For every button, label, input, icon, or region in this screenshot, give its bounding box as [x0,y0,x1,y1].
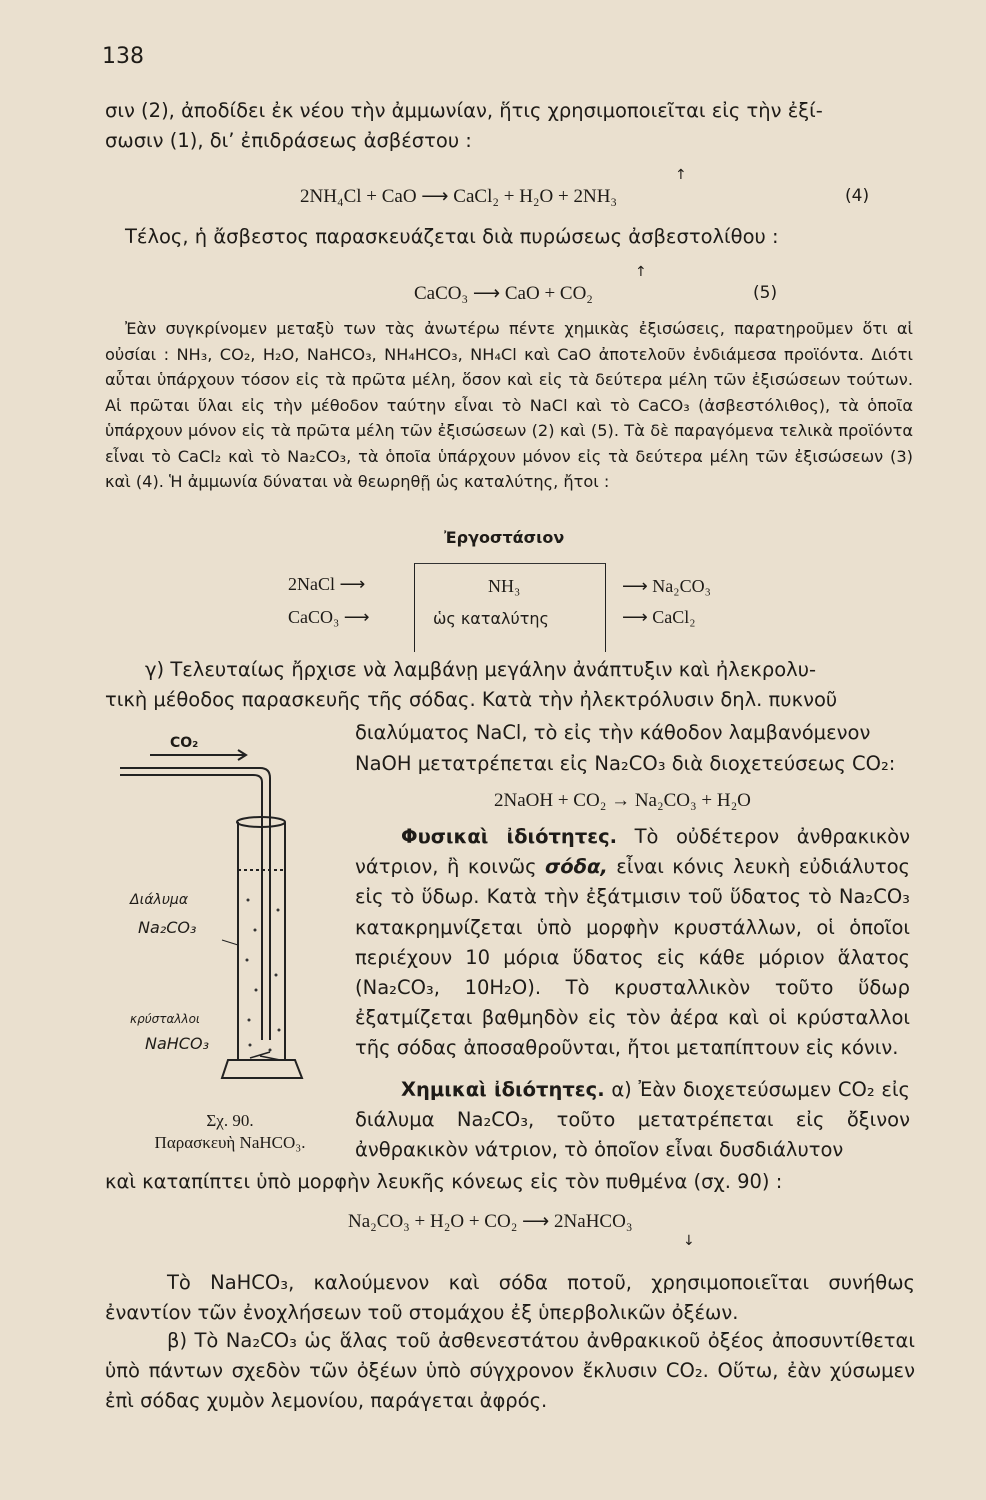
factory-output-na2co3: ⟶ Na₂CO₃ [622,576,711,596]
cylinder-foot [222,1060,302,1078]
intro-paragraph [105,96,905,156]
acid-paragraph: β) Τὸ Na₂CO₃ ὡς ἅλας τοῦ ἀσθενεστάτου ἀνθρακικοῦ ὀξέος ἀποσυντίθεται ὑπὸ πάντων σχεδὸν τῶν ὀξέων ὑπὸ σύγχρονον ἔκλυσιν CO₂. Οὕτω, ἐὰν χύσωμεν ἐπὶ σόδας χυμὸν λεμονίου, παράγεται ἀφρός. [105,1329,915,1412]
equation-5-number: (5) [753,283,778,303]
chemical-text: α) Ἐὰν διοχετεύσωμεν CO₂ εἰς διάλυμα Na₂CO₃, τοῦτο μετατρέπεται εἰς ὄξινον ἀνθρακικὸν νάτριον, τὸ ὁποῖον εἶναι δυσδιάλυτον [355,1078,910,1161]
figure-number: Σχ. 90. [206,1111,254,1130]
text-line: NaOH μετατρέπεται εἰς Na₂CO₃ διὰ διοχετεύσεως CO₂: [355,751,896,775]
figure-label-na2co3: Na₂CO₃ [138,918,197,937]
soda-term: σόδα, [545,855,608,879]
physical-heading: Φυσικαὶ ἰδιότητες. [401,825,618,848]
physical-properties [355,822,910,1064]
figure-label-co2: CO₂ [170,735,199,751]
figure-title: Παρασκευὴ NaHCO₃. [154,1133,306,1152]
factory-catalyst: NH₃ [488,576,521,596]
chemical-continuation: καὶ καταπίπτει ὑπὸ μορφὴν λευκῆς κόνεως εἰς τὸν πυθμένα (σχ. 90) : [105,1170,783,1193]
lime-intro: Τέλος, ἡ ἄσβεστος παρασκευάζεται διὰ πυρώσεως ἀσβεστολίθου : [125,225,779,248]
electrolysis-paragraph [105,655,915,715]
figure-label-nahco3: NaHCO₃ [145,1034,209,1053]
text-line: σωσιν (1), δι’ ἐπιδράσεως ἀσβέστου : [105,129,472,152]
precipitate-arrow-icon: ↓ [683,1233,695,1249]
figure-label-crystals: κρύσταλλοι [130,1012,200,1026]
factory-input-caco3: CaCO₃ ⟶ [288,607,370,627]
sediment-marks [250,1052,280,1060]
page-number: 138 [102,44,144,69]
figure-caption [120,1110,340,1154]
comparison-paragraph: Ἐὰν συγκρίνομεν μεταξὺ των τὰς ἀνωτέρω πέντε χημικὰς ἐξισώσεις, παρατηροῦμεν ὅτι αἱ οὐσίαι : NH₃, CO₂, H₂O, NaHCO₃, NH₄HCO₃, NH₄Cl καὶ CaO ἀποτελοῦν ἐνδιάμεσα προϊόντα. Διότι αὗται ὑπάρχουν τόσον εἰς τὰ πρῶτα μέλη, ὅσον καὶ εἰς τὰ δεύτερα μέλη τῶν ἐξισώσεων τούτων. Αἱ πρῶται ὕλαι εἰς τὴν μέθοδον ταύτην εἶναι τὸ NaCl καὶ τὸ CaCO₃ (ἀσβεστόλιθος), τὰ ὁποῖα ὑπάρχουν μόνον εἰς τὰ πρῶτα μέλη τῶν ἐξισώσεων (2) καὶ (5). Τὰ δὲ παραγόμενα τελικὰ προϊόντα εἶναι τὸ CaCl₂ καὶ τὸ Na₂CO₃, τὰ ὁποῖα ὑπάρχουν μόνον εἰς τὰ δεύτερα μέλη τῶν ἐξισώσεων (3) καὶ (4). Ἡ ἀμμωνία δύναται νὰ θεωρηθῇ ὡς καταλύτης, ἤτοι : [105,319,913,491]
pipe-inner [253,775,262,1040]
text-line: γ) Τελευταίως ἤρχισε νὰ λαμβάνῃ μεγάλην ἀνάπτυξιν καὶ ἠλεκρολυ- [145,658,817,681]
figure-label-solution: Διάλυμα [130,892,189,908]
factory-input-nacl: 2NaCl ⟶ [288,574,366,594]
equation-bicarbonate: Na₂CO₃ + H₂O + CO₂ ⟶ 2NaHCO₃ [348,1211,633,1232]
gas-arrow-icon: ↑ [635,264,647,280]
text-line: τικὴ μέθοδος παρασκευῆς τῆς σόδας. Κατὰ τὴν ἠλεκτρόλυσιν δηλ. πυκνοῦ [105,688,838,711]
physical-text: Τὸ οὐδέτερον ἀνθρακικὸν νάτριον, ἢ κοινῶς [355,825,911,879]
chemical-heading: Χημικαὶ ἰδιότητες. [401,1078,605,1101]
physical-text-2: εἶναι κόνις λευκὴ εὐδιάλυτος εἰς τὸ ὕδωρ. Κατὰ τὴν ἐξάτμισιν τοῦ ὕδατος τὸ Na₂CO₃ κατακρημνίζεται ὑπὸ μορφὴν κρυστάλλων, οἱ ὁποῖοι περιέχουν 10 μόρια ὕδατος εἰς κάθε μόριον ἅλατος (Na₂CO₃, 10H₂O). Τὸ κρυσταλλικὸν τοῦτο ὕδωρ ἐξατμίζεται βαθμηδὸν εἰς τὸν ἀέρα καὶ οἱ κρύσταλλοι τῆς σόδας ἀποσαθροῦνται, ἤτοι μεταπίπτουν εἰς κόνιν. [355,855,910,1060]
equation-4: 2NH₄Cl + CaO ⟶ CaCl₂ + H₂O + 2NH₃ [300,186,618,207]
text-line: διαλύματος NaCl, τὸ εἰς τὴν κάθοδον λαμβανόμενον [355,721,871,744]
factory-output-cacl2: ⟶ CaCl₂ [622,607,696,627]
equation-4-number: (4) [845,186,870,206]
factory-catalyst-label: ὡς καταλύτης [433,609,549,628]
equation-naoh: 2NaOH + CO₂ → Na₂CO₃ + H₂O [494,790,751,811]
gas-arrow-icon: ↑ [675,167,687,183]
text-line: σιν (2), ἀποδίδει ἐκ νέου τὴν ἀμμωνίαν, ἥτις χρησιμοποιεῖται εἰς τὴν ἐξί- [105,99,823,122]
electrolysis-continuation [355,718,910,779]
bicarbonate-paragraph: Τὸ NaHCO₃, καλούμενον καὶ σόδα ποτοῦ, χρησιμοποιεῖται συνήθως ἐναντίον τῶν ἐνοχλήσεων τοῦ στομάχου ἐξ ὑπερβολικῶν ὀξέων. [105,1271,915,1324]
chemical-properties [355,1075,910,1165]
label-line-solution [222,940,238,945]
factory-title: Ἐργοστάσιον [444,528,565,547]
equation-5: CaCO₃ ⟶ CaO + CO₂ [414,283,593,304]
